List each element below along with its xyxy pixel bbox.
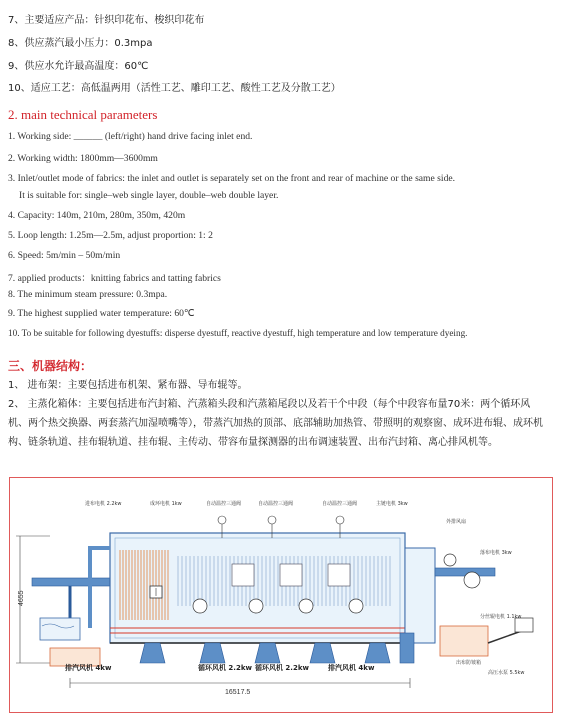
label-valve-2: 自动温控三通阀 <box>258 501 294 507</box>
cn-param-9: 9、供应水允许最高温度：60℃ <box>8 61 149 72</box>
en-param-6: 6. Speed: 5m/min – 50m/min <box>8 250 121 261</box>
cn-param-8: 8、供应蒸汽最小压力：0.3mpa <box>8 38 153 49</box>
height-dimension: 4655 <box>18 590 25 606</box>
structure-item-1: 1、 进布架：主要包括进布机架、紧布器、导布辊等。 <box>8 380 248 391</box>
en-param-7: 7. applied products：knitting fabrics and tatting fabrics <box>8 273 221 284</box>
cn-param-7: 7、主要适应产品：针织印花布、梭织印花布 <box>8 15 205 26</box>
en-param-4: 4. Capacity: 140m, 210m, 280m, 350m, 420m <box>8 210 186 221</box>
machine-drawing <box>10 478 554 714</box>
label-valve-3: 自动温控三通阀 <box>322 501 358 507</box>
en-param-2: 2. Working width: 1800mm—3600mm <box>8 153 158 164</box>
label-outlet-fan: 外排风扇 <box>446 519 467 525</box>
en-param-8: 8. The minimum steam pressure: 0.3mpa. <box>8 289 168 300</box>
label-main-chain-motor: 主链电机 3kw <box>376 501 408 507</box>
label-inlet-motor: 进布电机 2.2kw <box>85 501 122 507</box>
structure-heading: 三、机器结构： <box>8 359 93 373</box>
label-exhaust-fan-right: 排汽风机 4kw <box>328 664 375 672</box>
cn-param-10: 10、适应工艺：高低温两用（活性工艺、雕印工艺、酸性工艺及分散工艺） <box>8 83 341 94</box>
en-param-3: 3. Inlet/outlet mode of fabrics: the inlet and outlet is separately set on the front and rear of machine or the same side. <box>8 173 456 184</box>
en-param-9: 9. The highest supplied water temperature: 60℃ <box>8 308 195 319</box>
en-param-3-cont: It is suitable for: single–web single layer, double–web double layer. <box>19 190 279 201</box>
en-param-5: 5. Loop length: 1.25m—2.5m, adjust proportion: 1: 2 <box>8 230 213 241</box>
en-section-heading: 2. main technical parameters <box>8 107 158 122</box>
label-circulation-fan-2: 循环风机 2.2kw <box>255 664 309 672</box>
label-sep-motor: 分丝辊电机 1.1kw <box>480 614 522 620</box>
label-out-motor: 落布电机 3kw <box>480 550 512 556</box>
label-valve-1: 自动温控三通阀 <box>206 501 242 507</box>
label-circulation-fan-1: 循环风机 2.2kw <box>198 664 252 672</box>
label-exhaust-fan-left: 排汽风机 4kw <box>65 664 112 672</box>
structure-item-2: 2、 主蒸化箱体：主要包括进布汽封箱、汽蒸箱头段和汽蒸箱尾段以及若干个中段（每个中段容布量70米：两个循环风机、两个热交换器、两套蒸汽加湿喷嘴等），带蒸汽加热的顶部、底部辅助加热管、带照明的观察窗、成环进布辊、成环机构、链条轨道、挂布辊轨道、挂布辊、主传动、带容布量探测器的出布调速装置、出布汽封箱、离心排风机等。 <box>8 399 543 448</box>
label-loop-motor: 成环电机 1kw <box>150 501 182 507</box>
en-param-10: 10. To be suitable for following dyestuffs: disperse dyestuff, reactive dyestuff, high temperature and low temperature dyeing. <box>8 328 468 338</box>
en-param-1: 1. Working side: ______ (left/right) hand drive facing inlet end. <box>8 131 253 142</box>
label-water-pump: 高压水泵 5.5kw <box>488 670 525 676</box>
length-dimension: 16517.5 <box>225 689 251 696</box>
label-pump: 出布防皱箱 <box>456 660 482 666</box>
machine-diagram <box>9 477 553 713</box>
